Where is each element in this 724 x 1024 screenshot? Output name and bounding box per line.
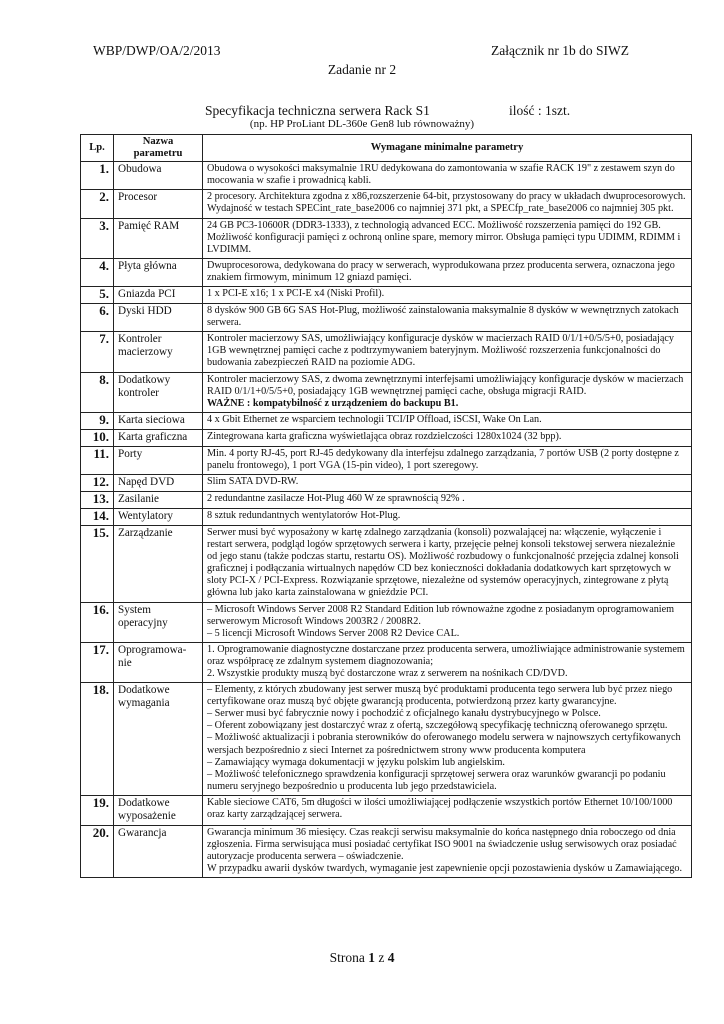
requirement-line: – Możliwość telefonicznego sprawdzenia konfiguracji sprzętowej serwera oraz warunków gwarancji po podaniu numeru seryjnego bezpośrednio u producenta lub jego przedstawiciela.	[207, 768, 666, 792]
requirement-line: 2 redundantne zasilacze Hot-Plug 460 W ze sprawnością 92% .	[207, 492, 465, 504]
table-row	[81, 304, 692, 332]
row-number: 15.	[81, 525, 114, 602]
parameter-requirements	[203, 642, 692, 682]
requirement-line: – Oferent zobowiązany jest dostarczyć wraz z ofertą, szczegółową specyfikację techniczną oferowanego sprzętu.	[207, 720, 668, 732]
requirement-line: 1. Oprogramowanie diagnostyczne dostarczane przez producenta serwera, umożliwiające administrowanie systemem oraz współpracę ze zdalnym systemem diagnozowania;	[207, 643, 685, 667]
requirement-line: 2. Wszystkie produkty muszą być dostarczone wraz z serwerem na nośnikach CD/DVD.	[207, 668, 568, 679]
parameter-requirements	[203, 332, 692, 372]
requirement-line: Serwer musi być wyposażony w kartę zdalnego zarządzania (konsoli) pozwalającej na: włączenie, wyłączenie i restart serwera, podgląd logów sprzętowych serwera i karty, przejęcie pełnej konsoli tekstowej serwera niezależnie od jego stanu (także podczas startu, restartu OS). Możliwość rozbudowy o funkcjonalność przejęcia zdalnej konsoli graficznej i podłączania wirtualnych napędów CD bez konieczności dokładania dodatkowych kart sprzętowych w sloty PCI-X / PCI-Express. Rozwiązanie sprzętowe, niezależne od systemów operacyjnych, zintegrowane z płytą główna lub jako karta zainstalowana w gnieździe PCI.	[207, 526, 679, 599]
row-number: 19.	[81, 795, 114, 825]
parameter-name: Oprogramowa-nie	[114, 642, 203, 682]
row-number: 13.	[81, 491, 114, 508]
requirement-important-note: WAŻNE : kompatybilność z urządzeniem do backupu B1.	[207, 397, 459, 409]
table-row	[81, 683, 692, 796]
row-number: 6.	[81, 304, 114, 332]
parameter-requirements	[203, 825, 692, 877]
parameter-requirements	[203, 372, 692, 412]
row-number: 5.	[81, 287, 114, 304]
parameter-requirements	[203, 287, 692, 304]
page-total: 4	[387, 950, 395, 965]
table-row	[81, 602, 692, 642]
attachment-label: Załącznik nr 1b do SIWZ	[491, 43, 629, 58]
requirement-line: Kontroler macierzowy SAS, z dwoma zewnętrznymi interfejsami umożliwiający konfiguracje dysków w macierzach RAID 0/1/1+0/5/5+0, posiadający 1GB wewnętrznej pamięci cache, obsługa migracji RAID.	[207, 373, 684, 397]
parameter-requirements	[203, 429, 692, 446]
spec-title: Specyfikacja techniczna serwera Rack S1	[205, 103, 430, 118]
row-number: 12.	[81, 474, 114, 491]
parameter-name: Dodatkowe wymagania	[114, 683, 203, 796]
row-number: 3.	[81, 218, 114, 258]
requirement-line: – Możliwość aktualizacji i pobrania sterowników do oferowanego modelu serwera w najnowszych certyfikowanych wersjach bezpośrednio z sieci Internet za pośrednictwem strony www producenta komputera	[207, 732, 681, 756]
requirement-line: Kontroler macierzowy SAS, umożliwiający konfiguracje dysków w macierzach RAID 0/1/1+0/5/5+0, posiadający 1GB wewnętrznej pamięci cache z podtrzymywaniem bateryjnym. Możliwość rozszerzenia funkcjonalności do budowania zabezpieczeń RAID na poziomie ADG.	[207, 333, 674, 369]
requirement-line: 8 dysków 900 GB 6G SAS Hot-Plug, możliwość zainstalowania maksymalnie 8 dysków w wewnętrznych zatokach serwera.	[207, 305, 679, 329]
table-row	[81, 372, 692, 412]
requirement-line: Min. 4 porty RJ-45, port RJ-45 dedykowany dla interfejsu zdalnego zarządzania, 7 portów USB (2 porty dostępne z panelu frontowego), 1 port VGA (15-pin video), 1 port szeregowy.	[207, 447, 679, 471]
row-number: 16.	[81, 602, 114, 642]
row-number: 11.	[81, 446, 114, 474]
table-row	[81, 825, 692, 877]
parameter-name: Zarządzanie	[114, 525, 203, 602]
requirement-line: – 5 licencji Microsoft Windows Server 2008 R2 Device CAL.	[207, 627, 460, 639]
spec-subtitle: (np. HP ProLiant DL-360e Gen8 lub równoważny)	[249, 118, 475, 130]
table-row	[81, 642, 692, 682]
parameter-name: Porty	[114, 446, 203, 474]
requirement-line: Gwarancja minimum 36 miesięcy. Czas reakcji serwisu maksymalnie do końca następnego dnia roboczego od dnia zgłoszenia. Firma serwisująca musi posiadać certyfikat ISO 9001 na świadczenie usług serwisowych oraz posiadać autoryzacje producenta serwera – oświadczenie.	[207, 826, 677, 863]
requirement-line: 1 x PCI-E x16; 1 x PCI-E x4 (Niski Profil).	[207, 288, 385, 300]
parameter-name: Płyta główna	[114, 258, 203, 286]
parameter-requirements	[203, 508, 692, 525]
parameter-requirements	[203, 474, 692, 491]
requirement-line: Slim SATA DVD-RW.	[207, 475, 299, 487]
parameter-name: System operacyjny	[114, 602, 203, 642]
requirement-line: Kable sieciowe CAT6, 5m długości w ilości umożliwiającej podłączenie wszystkich portów Ethernet 10/100/1000 oraz karty zarządzającej serwera.	[207, 796, 673, 821]
parameter-name: Procesor	[114, 190, 203, 218]
page-prefix: Strona	[329, 950, 365, 965]
row-number: 4.	[81, 258, 114, 286]
requirement-line: 4 x Gbit Ethernet ze wsparciem technologii TCI/IP Offload, iSCSI, Wake On Lan.	[207, 413, 542, 425]
row-number: 9.	[81, 412, 114, 429]
row-number: 14.	[81, 508, 114, 525]
table-row	[81, 412, 692, 429]
requirement-line: 24 GB PC3-10600R (DDR3-1333), z technologią advanced ECC. Możliwość rozszerzenia pamięci do 192 GB. Możliwość konfiguracji pamięci z ochroną online spare, memory mirror. Obsługa pamięci typu UDIMM, RDIMM i LVDIMM.	[207, 219, 681, 255]
table-row	[81, 446, 692, 474]
parameter-requirements	[203, 446, 692, 474]
row-number: 10.	[81, 429, 114, 446]
table-row	[81, 795, 692, 825]
table-row	[81, 491, 692, 508]
parameter-name: Karta graficzna	[114, 429, 203, 446]
parameter-name: Dodatkowe wyposażenie	[114, 795, 203, 825]
doc-ref: WBP/DWP/OA/2/2013	[93, 43, 221, 58]
parameter-requirements	[203, 218, 692, 258]
parameter-name: Kontroler macierzowy	[114, 332, 203, 372]
parameter-name: Obudowa	[114, 162, 203, 190]
parameter-name: Wentylatory	[114, 508, 203, 525]
spec-table	[80, 134, 692, 878]
requirement-line: W przypadku awarii dysków twardych, wymaganie jest zapewnienie opcji pozostawienia dysków u Zamawiającego.	[207, 863, 683, 875]
requirement-line: 8 sztuk redundantnych wentylatorów Hot-Plug.	[207, 509, 401, 521]
requirement-line: Dwuprocesorowa, dedykowana do pracy w serwerach, wyprodukowana przez producenta serwera, oznaczona jego znakiem firmowym, minimum 12 gniazd pamięci.	[207, 259, 675, 283]
table-row	[81, 287, 692, 304]
table-row	[81, 162, 692, 190]
table-row	[81, 429, 692, 446]
parameter-requirements	[203, 304, 692, 332]
parameter-requirements	[203, 683, 692, 796]
parameter-requirements	[203, 162, 692, 190]
col-header-requirements: Wymagane minimalne parametry	[203, 135, 692, 162]
row-number: 20.	[81, 825, 114, 877]
page-footer	[0, 950, 724, 966]
table-row	[81, 218, 692, 258]
requirement-line: – Elementy, z których zbudowany jest serwer muszą być produktami producenta tego serwera lub być przez niego certyfikowane oraz muszą być objęte gwarancją producenta, potwierdzoną przez karty gwarancyjne.	[207, 684, 673, 708]
page-of: z	[378, 950, 385, 965]
spec-quantity: ilość : 1szt.	[509, 103, 571, 118]
row-number: 7.	[81, 332, 114, 372]
requirement-line: Obudowa o wysokości maksymalnie 1RU dedykowana do zamontowania w szafie RACK 19" z zestawem szyn do mocowania w szafie i prowadnicą kabli.	[207, 163, 675, 187]
row-number: 8.	[81, 372, 114, 412]
parameter-name: Pamięć RAM	[114, 218, 203, 258]
requirement-line: 2 procesory. Architektura zgodna z x86,rozszerzenie 64-bit, przystosowany do pracy w układach dwuprocesorowych. Wydajność w testach SPECint_rate_base2006 co najmniej 371 pkt, a SPECfp_rate_base2006 co najmniej 305 pkt.	[207, 191, 686, 215]
table-row	[81, 474, 692, 491]
row-number: 1.	[81, 162, 114, 190]
table-row	[81, 525, 692, 602]
parameter-requirements	[203, 412, 692, 429]
page-number: 1	[368, 950, 375, 965]
table-body	[81, 162, 692, 878]
row-number: 2.	[81, 190, 114, 218]
parameter-requirements	[203, 795, 692, 825]
parameter-requirements	[203, 491, 692, 508]
parameter-requirements	[203, 258, 692, 286]
table-row	[81, 190, 692, 218]
parameter-name: Dodatkowy kontroler	[114, 372, 203, 412]
task-title: Zadanie nr 2	[327, 62, 397, 77]
parameter-name: Gwarancja	[114, 825, 203, 877]
parameter-name: Karta sieciowa	[114, 412, 203, 429]
requirement-line: Zintegrowana karta graficzna wyświetlająca obraz rozdzielczości 1280x1024 (32 bpp).	[207, 430, 562, 442]
requirement-line: – Serwer musi być fabrycznie nowy i pochodzić z oficjalnego kanału dystrybucyjnego w Polsce.	[207, 708, 601, 720]
row-number: 17.	[81, 642, 114, 682]
table-header-row	[81, 135, 692, 162]
row-number: 18.	[81, 683, 114, 796]
col-header-lp: Lp.	[81, 135, 114, 162]
parameter-name: Dyski HDD	[114, 304, 203, 332]
col-header-name: Nazwa parametru	[114, 135, 203, 162]
requirement-line: – Microsoft Windows Server 2008 R2 Standard Edition lub równoważne zgodne z posiadanym oprogramowaniem serwerowym Microsoft Windows 2003R2 / 2008R2.	[207, 603, 675, 627]
table-row	[81, 332, 692, 372]
parameter-name: Gniazda PCI	[114, 287, 203, 304]
parameter-name: Zasilanie	[114, 491, 203, 508]
table-row	[81, 508, 692, 525]
parameter-requirements	[203, 525, 692, 602]
parameter-requirements	[203, 602, 692, 642]
table-row	[81, 258, 692, 286]
parameter-requirements	[203, 190, 692, 218]
requirement-line: – Zamawiający wymaga dokumentacji w języku polskim lub angielskim.	[207, 756, 505, 768]
parameter-name: Napęd DVD	[114, 474, 203, 491]
